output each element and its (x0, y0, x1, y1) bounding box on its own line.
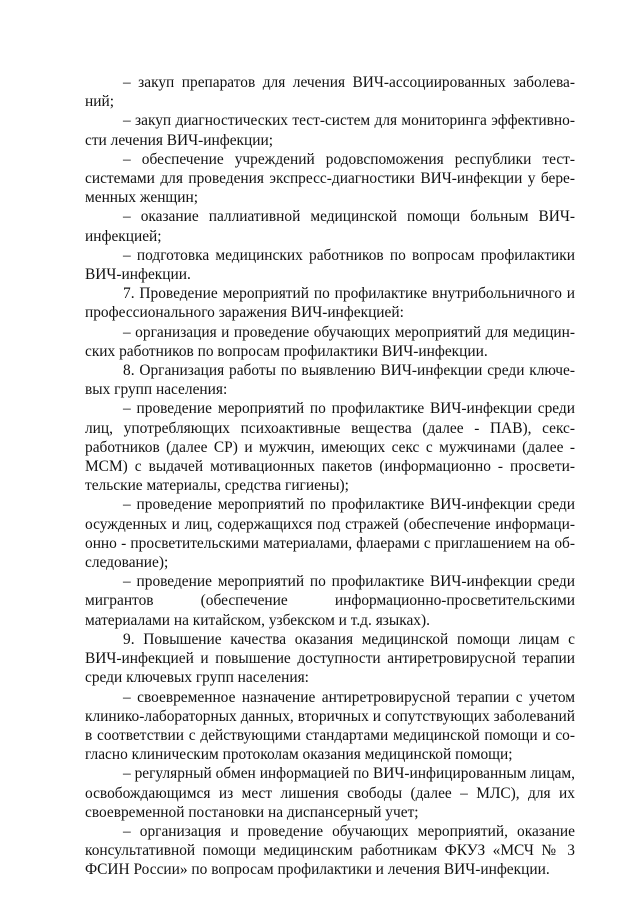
paragraph-migrant-prevention: – проведение мероприятий по профилактике ВИЧ-инфекции среди мигрантов (обеспечение информационно-просветительскими материалами на китайском, узбекском и т.д. языках). (85, 573, 575, 629)
paragraph-palliative-care: – оказание паллиативной медицинской помощи больным ВИЧ-инфекцией; (85, 208, 575, 245)
paragraph-consultative-help: – организация и проведение обучающих мероприятий, оказание консультативной помощи медицинским работникам ФКУЗ «МСЧ № 3 ФСИН России» по вопросам профилактики и лечения ВИЧ-инфекции. (85, 822, 575, 879)
section-8-heading: 8. Организация работы по выявлению ВИЧ-инфекции среди ключевых групп населения: (85, 362, 575, 399)
paragraph-drug-procurement: – закуп препаратов для лечения ВИЧ-ассоциированных заболеваний; (85, 74, 575, 111)
section-9-heading: 9. Повышение качества оказания медицинской помощи лицам с ВИЧ-инфекцией и повышение доступности антиретровирусной терапии среди ключевых групп населения: (85, 630, 575, 687)
paragraph-training-events: – организация и проведение обучающих мероприятий для медицинских работников по вопросам профилактики ВИЧ-инфекции. (85, 323, 575, 360)
paragraph-maternity-provision: – обеспечение учреждений родовспоможения республики тест-системами для проведения экспресс-диагностики ВИЧ-инфекции у беременных женщин; (85, 150, 575, 207)
paragraph-art-prescription: – своевременное назначение антиретровирусной терапии с учетом клинико-лабораторных данных, вторичных и сопутствующих заболеваний в соответствии с действующими стандартами медицинской помощи и согласно клиническим протоколам оказания медицинской помощи; (85, 688, 575, 764)
paragraph-test-systems: – закуп диагностических тест-систем для мониторинга эффективности лечения ВИЧ-инфекции; (85, 112, 575, 149)
paragraph-detainee-prevention: – проведение мероприятий по профилактике ВИЧ-инфекции среди осужденных и лиц, содержащихся под стражей (обеспечение информационно - просветительскими материалами, флаерами с приглашением на обследование); (85, 496, 575, 572)
paragraph-information-exchange: – регулярный обмен информацией по ВИЧ-инфицированным лицам, освобождающимся из мест лишения свободы (далее – МЛС), для их своевременной постановки на диспансерный учет; (85, 765, 575, 821)
paragraph-pav-prevention: – проведение мероприятий по профилактике ВИЧ-инфекции среди лиц, употребляющих психоактивные вещества (далее - ПАВ), секс-работников (далее СР) и мужчин, имеющих секс с мужчинами (далее - МСМ) с выдачей мотивационных пакетов (информационно - просветительские материалы, средства гигиены); (85, 400, 575, 495)
section-7-heading: 7. Проведение мероприятий по профилактике внутрибольничного и профессионального заражения ВИЧ-инфекцией: (85, 285, 575, 322)
paragraph-staff-training: – подготовка медицинских работников по вопросам профилактики ВИЧ-инфекции. (85, 246, 575, 284)
document-page (85, 73, 575, 880)
